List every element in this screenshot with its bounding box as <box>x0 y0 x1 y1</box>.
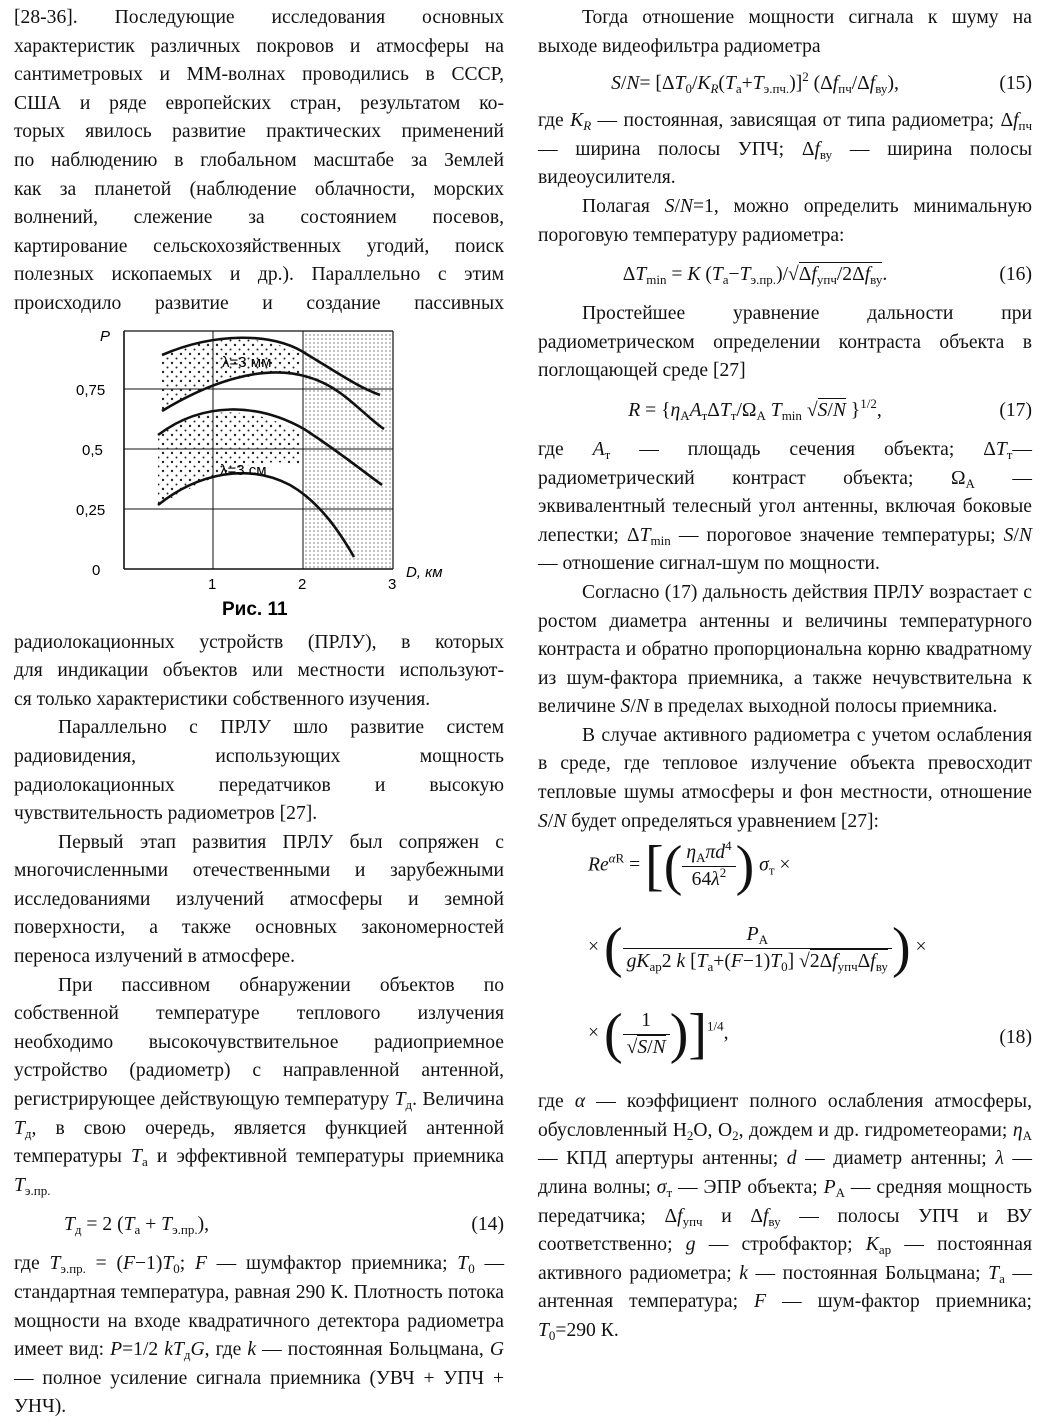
paragraph-active-radiometer: В случае активного радиометра с учетом ослабления в среде, где тепловое излучение объекта превосходит тепловые шумы атмосферы и фон местности, отношение S/N будет определяться уравнением [27]: <box>538 724 1032 832</box>
paragraph-range-terms: где $A_т$ — площадь сечения объекта; $\Delta T_т—$ радиометрический контраст объекта; $\Omega_А$ — эквивалентный телесный угол антенны, включая боковые лепестки; $\Delta T_{min}$ — пороговое значение температуры; S/N — отношение сигнал-шум по мощности. <box>538 438 1032 575</box>
equation-number: (14) <box>471 1214 504 1236</box>
right-column <box>538 4 1032 1346</box>
text-line: по наблюдению в глобальном масштабе за Землей <box>14 149 504 171</box>
paragraph-noise-factor: где $T_{э.пр.} = (F-1)T_0$; F — шумфактор приемника; $T_0$ — стандартная температура, равная 290 К. Плотность потока мощности на входе квадратичного детектора радиометра имеет вид: P=1/2 $kT_дG$, где k — постоянная Больцмана, G — полное усиление сигнала приемника (УВЧ + УПЧ + УНЧ). <box>14 1253 505 1418</box>
figure-plot <box>8 325 508 655</box>
intro-paragraph <box>14 4 504 319</box>
paragraph-threshold: Полагая S/N=1, можно определить минимальную пороговую температуру радиометра: <box>538 195 1032 246</box>
y-tick: 0 <box>92 561 101 579</box>
paragraph-first-stage: Первый этап развития ПРЛУ был сопряжен с многочисленными отечественными и зарубежными исследованиями излучений атмосферы и земной поверхности, а также основных закономерностей переноса излучений в атмосфере. <box>14 831 504 968</box>
equation-number: (16) <box>999 264 1032 286</box>
equation-14: $T_д = 2$ $(T_а + T_{э.пр.})$, (14) <box>14 1206 504 1244</box>
paragraph-range-equation: Простейшее уравнение дальности при радиометрическом определении контраста объекта в поглощающей среде [27] <box>538 303 1032 382</box>
x-axis-label: D, км <box>406 563 443 581</box>
figure-caption: Рис. 11 <box>222 598 288 620</box>
x-tick: 3 <box>388 575 397 593</box>
y-tick: 0,75 <box>76 381 106 399</box>
equation-17: $R = \{\eta_АA_т\Delta T_т/\Omega_А$ $T_{min}$ √S/N }$^{1/2}$, (17) <box>538 392 1032 430</box>
paragraph-passive-detection: При пассивном обнаружении объектов по собственной температуре теплового излучения необходимо высокочувствительное радиоприемное устройство (радиометр) с направленной антенной, регистрирующее действующую температуру $T_д$. Величина $T_д$, в свою очередь, является функцией антенной температуры $T_а$ и эффективной температуры приемника $T_{э.пр.}$ <box>14 974 504 1198</box>
text-line: радиолокационных устройств (ПРЛУ), в которых <box>14 631 504 653</box>
equation-number: (15) <box>999 73 1032 95</box>
y-tick: 0,25 <box>76 501 106 519</box>
text-line: США и ряде европейских стран, результатом ко- <box>14 92 504 114</box>
y-tick: 0,5 <box>82 441 103 459</box>
paragraph-active-terms: где α — коэффициент полного ослабления атмосферы, обусловленный $H_2O$, $O_2$, дождем и др. гидрометеорами; $\eta_А$ — КПД апертуры антенны; d — диаметр антенны; λ — длина волны; $\sigma_т$ — ЭПР объекта; $P_А$ — средняя мощность передатчика; $\Delta f_{упч}$ и $\Delta f_{ву}$ — полосы УПЧ и ВУ соответственно; g — стробфактор; $K_{ар}$ — постоянная активного радиометра; k — постоянная Больцмана; $T_а$ — антенная температура; F — шум-фактор приемника; $T_0=290$ К. <box>538 1091 1033 1343</box>
x-tick: 2 <box>298 575 307 593</box>
paragraph-snr-intro: Тогда отношение мощности сигнала к шуму на выходе видеофильтра радиометра <box>538 7 1032 57</box>
figure-11 <box>8 325 508 655</box>
label-3cm: λ=3 см <box>220 461 267 479</box>
text-line: происходило развитие и создание пассивных <box>14 292 504 314</box>
text-line: торых явилось развитие практических применений <box>14 121 504 143</box>
text-line: волнений, слежение за состоянием посевов, <box>14 207 504 229</box>
paragraph-radiovision: Параллельно с ПРЛУ шло развитие систем радиовидения, использующих мощность радиолокационных передатчиков и высокую чувствительность радиометров [27]. <box>14 717 504 825</box>
text-line: [28-36]. Последующие исследования основных <box>14 7 504 28</box>
equation-number: (18) <box>999 1027 1032 1049</box>
left-column <box>14 4 504 1422</box>
text-line: для индикации объектов или местности используют- <box>14 660 504 682</box>
text-line: картирование сельскохозяйственных угодий, поиск <box>14 235 504 257</box>
equation-16: $\Delta T_{min} = K$ $(T_а-T_{э.пр.})/√\Delta f_{упч}/2\Delta f_{ву}$. (16) <box>538 256 1032 294</box>
y-axis-label: P <box>100 327 111 345</box>
paragraph-kr: где $K_R$ — постоянная, зависящая от типа радиометра; $\Delta f_{пч}$ — ширина полосы УПЧ; $\Delta f_{ву}$ — ширина полосы видеоусилителя. <box>538 110 1033 189</box>
equation-18: $Re^{\alpha R}$ = [( $\frac{\eta_А\pi d^4}{64\lambda^2}$ ) $\sigma_т$ × × ( $\frac{P_А}{gK_{ар}2 k [T_а+(F-1)T_0] √2\Delta f_{упч}\Delta f_{ву}}$ ) × × ( $\frac{1}{√S/N}$ )]$^{1/4}$, (18) <box>588 835 1032 1066</box>
x-tick: 1 <box>208 575 217 593</box>
text-line: полезных ископаемых и др.). Параллельно с этим <box>14 264 504 286</box>
text-line: характеристик различных покровов и атмосферы на <box>14 35 504 57</box>
equation-number: (17) <box>999 399 1032 421</box>
text-line: сантиметровых и ММ-волнах проводились в СССР, <box>14 64 504 86</box>
text-line: ся только характеристики собственного изучения. <box>14 688 431 710</box>
label-3mm: λ=3 мм <box>222 353 272 371</box>
text-line: как за планетой (наблюдение облачности, морских <box>14 178 504 200</box>
equation-15: $S/N= [\Delta T_0/K_R(T_а+T_{э.пч.})]^2$ $(\Delta f_{пч}/\Delta f_{ву})$, (15) <box>538 65 1032 103</box>
paragraph-range-discussion: Согласно (17) дальность действия ПРЛУ возрастает с ростом диаметра антенны и величины температурного контраста и обратно пропорциональна корню квадратному из шум-фактора приемника, а также нечувствительна к величине S/N в пределах выходной полосы приемника. <box>538 581 1032 718</box>
